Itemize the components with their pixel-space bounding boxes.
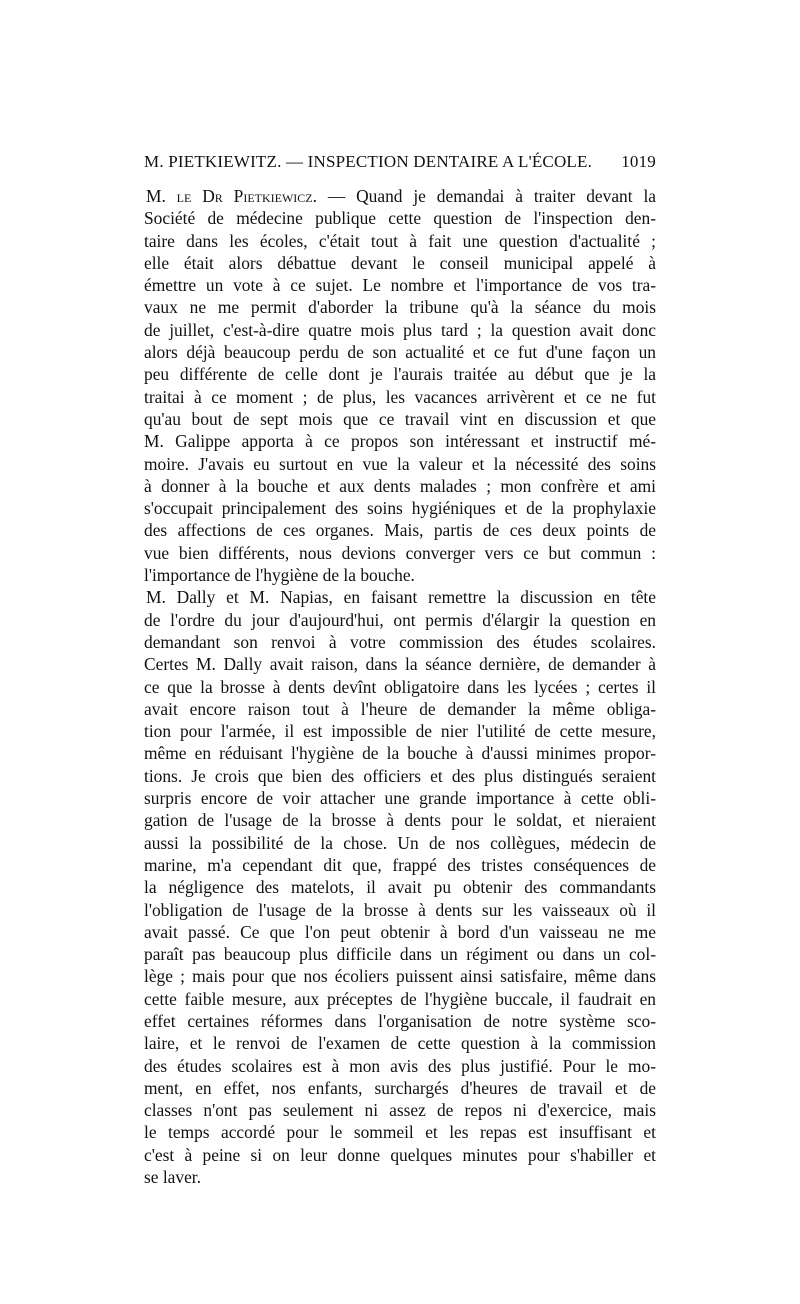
- text-line: avait passé. Ce que l'on peut obtenir à bord d'un vaisseau ne me: [144, 921, 656, 942]
- text-line: vaux ne me permit d'aborder la tribune qu'à la séance du mois: [144, 297, 656, 318]
- text-line: traitai à ce moment ; de plus, les vacances arrivèrent et ce ne fut: [144, 386, 656, 407]
- text-line: [144, 185, 656, 207]
- text-line: elle était alors débattue devant le conseil municipal appelé à: [144, 252, 656, 273]
- text-line: M. Dally et M. Napias, en faisant remettre la discussion en tête: [146, 587, 656, 608]
- text-line: lège ; mais pour que nos écoliers puissent ainsi satisfaire, même dans: [144, 966, 656, 987]
- text-line: même en réduisant l'hygiène de la bouche à d'aussi minimes propor-: [144, 743, 656, 764]
- text-line: peu différente de celle dont je l'aurais traitée au début que je la: [144, 364, 656, 385]
- text-line: des affections de ces organes. Mais, partis de ces deux points de: [144, 520, 656, 541]
- text-line: effet certaines réformes dans l'organisation de notre système sco-: [144, 1010, 656, 1031]
- text-line: classes n'ont pas seulement ni assez de repos ni d'exercice, mais: [144, 1100, 656, 1121]
- text-line: M. Galippe apporta à ce propos son intéressant et instructif mé-: [144, 431, 656, 452]
- text-line: l'importance de l'hygiène de la bouche.: [144, 565, 415, 586]
- text-line: Certes M. Dally avait raison, dans la séance dernière, de demander à: [144, 654, 656, 675]
- text-line: laire, et le renvoi de l'examen de cette question à la commission: [144, 1033, 656, 1054]
- running-head: [144, 152, 656, 178]
- text-line: moire. J'avais eu surtout en vue la valeur et la nécessité des soins: [144, 453, 656, 474]
- text-line: de juillet, c'est-à-dire quatre mois plus tard ; la question avait donc: [144, 319, 656, 340]
- page-number: 1019: [621, 152, 656, 171]
- text-line: l'obligation de l'usage de la brosse à dents sur les vaisseaux où il: [144, 899, 656, 920]
- text-line: à donner à la bouche et aux dents malades ; mon confrère et ami: [144, 475, 656, 496]
- text-line: marine, m'a cependant dit que, frappé des tristes conséquences de: [144, 854, 656, 875]
- text-line: ment, en effet, nos enfants, surchargés d'heures de travail et de: [144, 1077, 656, 1098]
- text-line: gation de l'usage de la brosse à dents pour le soldat, et nieraient: [144, 810, 656, 831]
- text-line: aussi la possibilité de la chose. Un de nos collègues, médecin de: [144, 832, 656, 853]
- text-line: avait encore raison tout à l'heure de demander la même obliga-: [144, 698, 656, 719]
- text-line: surpris encore de voir attacher une grande importance à cette obli-: [144, 788, 656, 809]
- text-line: Société de médecine publique cette question de l'inspection den-: [144, 208, 656, 229]
- text-line: tion pour l'armée, il est impossible de nier l'utilité de cette mesure,: [144, 721, 656, 742]
- text-line: cette faible mesure, aux préceptes de l'hygiène buccale, il faudrait en: [144, 988, 656, 1009]
- speaker-name: M. le Dr Pietkiewicz.: [146, 186, 317, 206]
- text-line: taire dans les écoles, c'était tout à fait une question d'actualité ;: [144, 230, 656, 251]
- text-line: émettre un vote à ce sujet. Le nombre et l'importance de vos tra-: [144, 275, 656, 296]
- text-line: vue bien différents, nous devions converger vers ce but commun :: [144, 542, 656, 563]
- text-line: qu'au bout de sept mois que ce travail vint en discussion et que: [144, 408, 656, 429]
- text-line: demandant son renvoi à votre commission des études scolaires.: [144, 631, 656, 652]
- text-line: paraît pas beaucoup plus difficile dans un régiment ou dans un col-: [144, 944, 656, 965]
- text-line: tions. Je crois que bien des officiers et des plus distingués seraient: [144, 765, 656, 786]
- text-line: des études scolaires est à mon avis des plus justifié. Pour le mo-: [144, 1055, 656, 1076]
- text-line: alors déjà beaucoup perdu de son actualité et ce fut d'une façon un: [144, 342, 656, 363]
- text-line: s'occupait principalement des soins hygiéniques et de la prophylaxie: [144, 498, 656, 519]
- text-line: ce que la brosse à dents devînt obligatoire dans les lycées ; certes il: [144, 676, 656, 697]
- text-line: de l'ordre du jour d'aujourd'hui, ont permis d'élargir la question en: [144, 609, 656, 630]
- body-text: [144, 185, 656, 1188]
- text-line: le temps accordé pour le sommeil et les repas est insuffisant et: [144, 1122, 656, 1143]
- running-title: M. PIETKIEWITZ. — INSPECTION DENTAIRE A L'ÉCOLE.: [144, 152, 593, 171]
- text-line: la négligence des matelots, il avait pu obtenir des commandants: [144, 877, 656, 898]
- text-line: c'est à peine si on leur donne quelques minutes pour s'habiller et: [144, 1144, 656, 1165]
- line-text: — Quand je demandai à traiter devant la: [327, 186, 656, 206]
- text-line: se laver.: [144, 1167, 201, 1188]
